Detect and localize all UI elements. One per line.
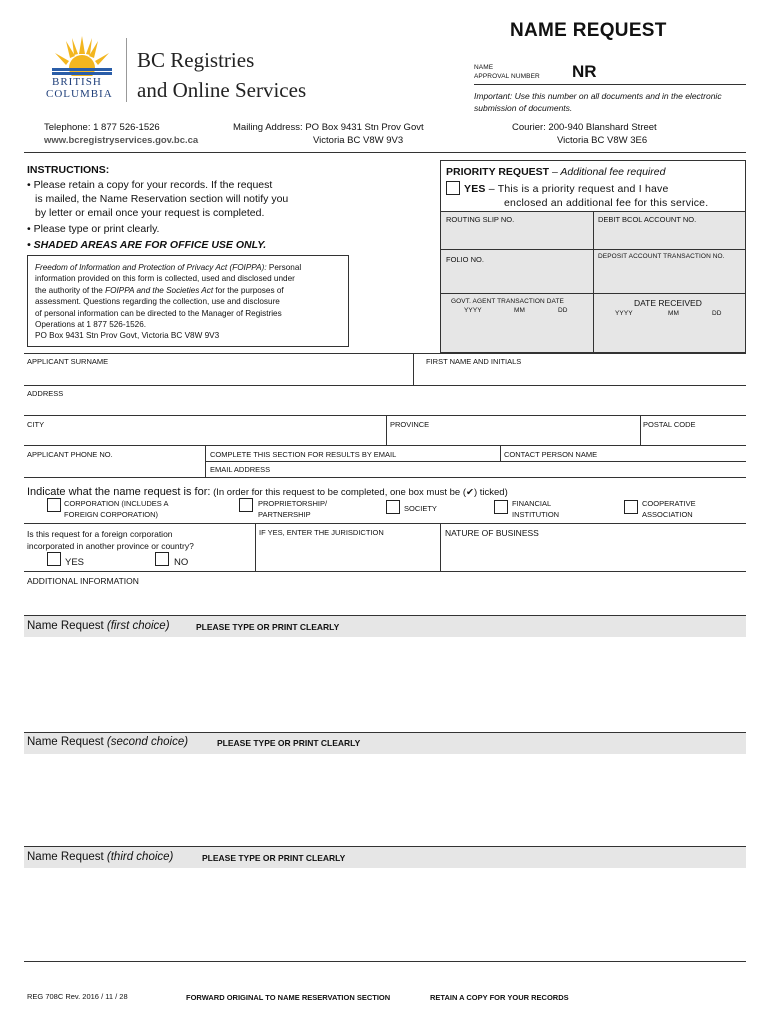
city-field[interactable]: CITY — [27, 420, 45, 429]
logo-divider — [126, 38, 127, 102]
financial-institution-label: FINANCIAL INSTITUTION — [512, 499, 560, 519]
foreign-no-checkbox[interactable] — [155, 552, 169, 566]
second-choice-input[interactable] — [24, 754, 746, 846]
retain-copy: RETAIN A COPY FOR YOUR RECORDS — [430, 993, 569, 1002]
corporation-label: CORPORATION (INCLUDES A FOREIGN CORPORATION) — [64, 499, 169, 519]
received-yyyy: YYYY — [615, 310, 633, 317]
entity-type-prompt: Indicate what the name request is for: (In order for this request to be completed, one box must be (✔) ticked) — [27, 486, 508, 498]
telephone: Telephone: 1 877 526-1526 — [44, 122, 160, 133]
postal-code-field[interactable]: POSTAL CODE — [643, 420, 696, 429]
deposit-account-field[interactable]: DEPOSIT ACCOUNT TRANSACTION NO. — [598, 253, 725, 260]
foreign-question: Is this request for a foreign corporation incorporated in another province or country? — [27, 529, 194, 551]
first-choice-label: Name Request (first choice) — [27, 620, 170, 632]
province-field[interactable]: PROVINCE — [390, 420, 430, 429]
website-link[interactable]: www.bcregistryservices.gov.bc.ca — [44, 135, 199, 146]
courier-address-1: Courier: 200-940 Blanshard Street — [512, 122, 657, 133]
foreign-yes-label: YES — [65, 557, 85, 568]
form-title: NAME REQUEST — [510, 20, 667, 41]
courier-address-2: Victoria BC V8W 3E6 — [557, 135, 648, 146]
form-code: REG 708C Rev. 2016 / 11 / 28 — [27, 992, 128, 1001]
received-mm: MM — [668, 310, 680, 317]
date-received-field[interactable]: DATE RECEIVED — [634, 298, 702, 308]
first-choice-instruction: PLEASE TYPE OR PRINT CLEARLY — [196, 622, 340, 632]
sun-logo-icon — [52, 34, 112, 76]
bc-logo — [44, 34, 120, 104]
govt-yyyy: YYYY — [464, 307, 482, 314]
nr-underline — [474, 84, 746, 85]
approval-label-1: NAME — [474, 64, 494, 71]
first-choice-input[interactable] — [24, 637, 746, 732]
address-field[interactable]: ADDRESS — [27, 389, 64, 398]
jurisdiction-field[interactable]: IF YES, ENTER THE JURISDICTION — [259, 528, 384, 537]
org-name-line2: and Online Services — [137, 78, 307, 102]
govt-dd: DD — [558, 307, 568, 314]
foreign-no-label: NO — [174, 557, 189, 568]
instructions-title: INSTRUCTIONS: — [27, 164, 110, 176]
first-name-field[interactable]: FIRST NAME AND INITIALS — [426, 357, 522, 366]
folio-field[interactable]: FOLIO NO. — [446, 255, 484, 264]
proprietorship-checkbox[interactable] — [239, 498, 253, 512]
society-label: SOCIETY — [404, 504, 437, 513]
important-note: Important: Use this number on all documents and in the electronic submission of documents. — [474, 91, 722, 113]
priority-title: PRIORITY REQUEST – Additional fee required — [446, 166, 666, 178]
email-section-label: COMPLETE THIS SECTION FOR RESULTS BY EMAIL — [210, 450, 397, 459]
third-choice-input[interactable] — [24, 868, 746, 960]
foreign-yes-checkbox[interactable] — [47, 552, 61, 566]
mailing-address-2: Victoria BC V8W 9V3 — [313, 135, 404, 146]
debit-bcol-field[interactable]: DEBIT BCOL ACCOUNT NO. — [598, 215, 697, 224]
financial-institution-checkbox[interactable] — [494, 500, 508, 514]
foippa-box: Freedom of Information and Protection of Privacy Act (FOIPPA): Personal information provided on this form is collected, used and disclosed under the authority of the FOIPPA and the Societies Act for the purposes of assessment. Questions regarding the collection, use and disclosure of personal information can be directed to the Manager of Registries Operations at 1 877 526-1526. PO Box 9431 Stn Prov Govt, Victoria BC V8W 9V3 — [27, 255, 349, 347]
routing-slip-field[interactable]: ROUTING SLIP NO. — [446, 215, 515, 224]
cooperative-label: COOPERATIVE ASSOCIATION — [642, 499, 696, 519]
third-choice-label: Name Request (third choice) — [27, 851, 174, 863]
received-dd: DD — [712, 310, 722, 317]
mailing-address-1: Mailing Address: PO Box 9431 Stn Prov Govt — [233, 122, 424, 133]
nature-of-business-field[interactable]: NATURE OF BUSINESS — [445, 528, 539, 538]
govt-mm: MM — [514, 307, 526, 314]
govt-agent-date-field[interactable]: GOVT. AGENT TRANSACTION DATE — [451, 298, 564, 305]
second-choice-instruction: PLEASE TYPE OR PRINT CLEARLY — [217, 738, 361, 748]
applicant-phone-field[interactable]: APPLICANT PHONE NO. — [27, 450, 113, 459]
contact-person-field[interactable]: CONTACT PERSON NAME — [504, 450, 598, 459]
priority-yes-checkbox[interactable] — [446, 181, 460, 195]
instructions-list: • Please retain a copy for your records. If the request is mailed, the Name Reservation section will notify you by letter or email once your request is completed. • Please type or print clearly. • SHADED AREAS ARE FOR OFFICE USE ONLY. — [27, 179, 289, 251]
additional-info-field[interactable]: ADDITIONAL INFORMATION — [27, 576, 139, 586]
forward-original: FORWARD ORIGINAL TO NAME RESERVATION SECTION — [186, 993, 391, 1002]
org-name-line1: BC Registries — [137, 48, 255, 72]
logo-columbia: COLUMBIA — [46, 88, 113, 100]
email-address-field[interactable]: EMAIL ADDRESS — [210, 465, 271, 474]
society-checkbox[interactable] — [386, 500, 400, 514]
proprietorship-label: PROPRIETORSHIP/ PARTNERSHIP — [258, 499, 328, 519]
applicant-surname-field[interactable]: APPLICANT SURNAME — [27, 357, 109, 366]
cooperative-checkbox[interactable] — [624, 500, 638, 514]
approval-label-2: APPROVAL NUMBER — [474, 73, 540, 80]
corporation-checkbox[interactable] — [47, 498, 61, 512]
logo-british: BRITISH — [52, 76, 102, 88]
header-rule — [24, 152, 746, 153]
second-choice-label: Name Request (second choice) — [27, 736, 189, 748]
priority-yes-text: YES – This is a priority request and I have enclosed an additional fee for this service. — [464, 183, 709, 209]
third-choice-instruction: PLEASE TYPE OR PRINT CLEARLY — [202, 853, 346, 863]
nr-prefix: NR — [572, 62, 597, 81]
